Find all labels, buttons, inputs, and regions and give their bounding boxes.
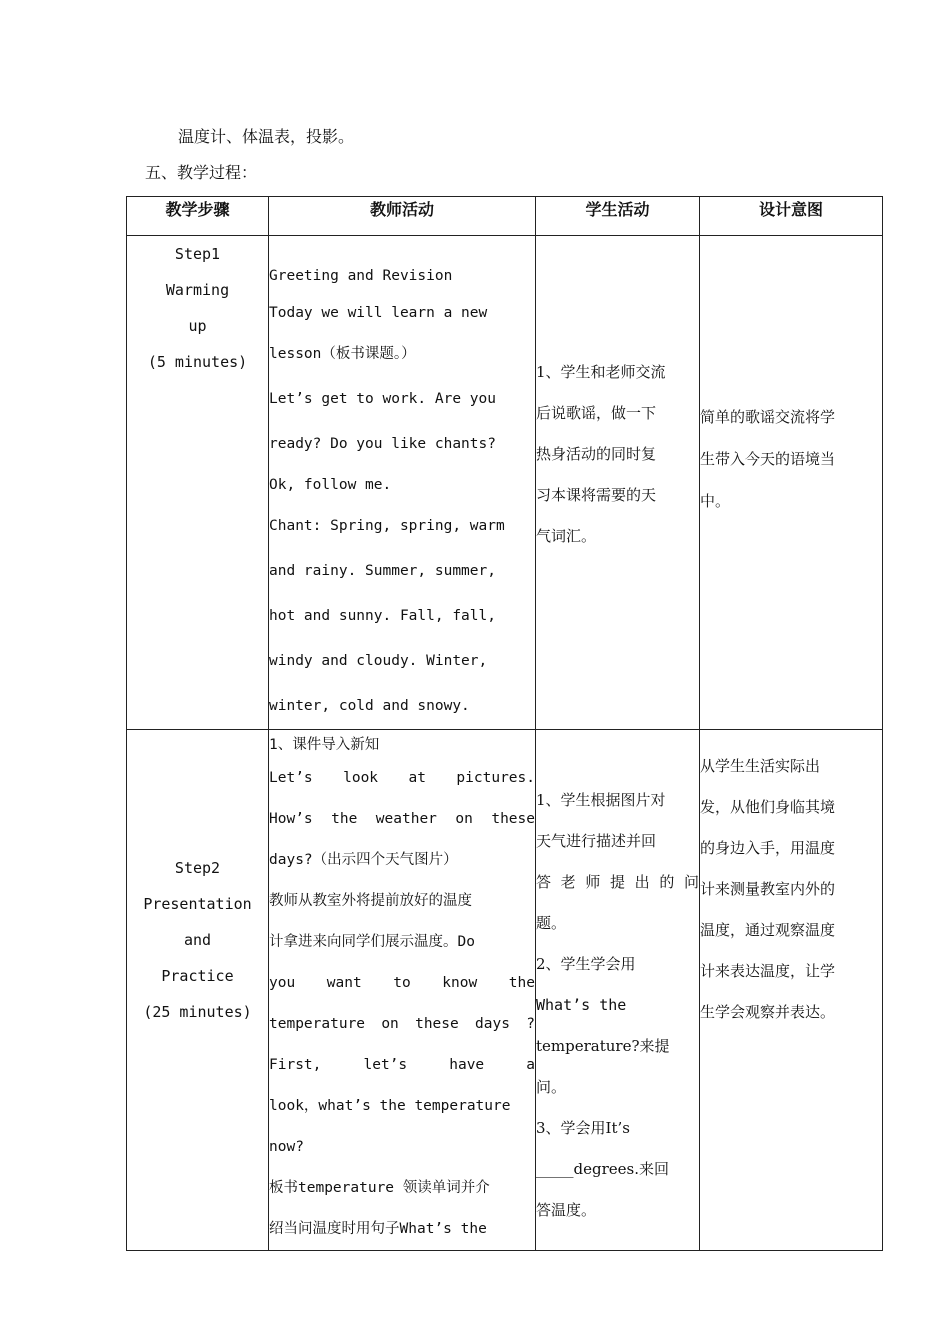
design-intent-cell <box>700 730 883 1251</box>
header-teacher: 教师活动 <box>269 197 536 236</box>
design-line: 计来表达温度，让学 <box>700 962 836 980</box>
teacher-line: Today we will learn a new <box>269 305 488 321</box>
teacher-line: temperature on these days ? <box>269 1016 535 1032</box>
student-line: 题。 <box>536 914 567 932</box>
teacher-activity-cell <box>269 236 536 730</box>
student-line: 答老师提出的问 <box>536 873 699 891</box>
student-line: 热身活动的同时复 <box>536 445 657 463</box>
student-line: 气词汇。 <box>536 527 597 545</box>
teacher-line: and rainy. Summer, summer, <box>269 563 496 579</box>
teacher-line: look，what’s the temperature <box>269 1098 511 1114</box>
student-activity-cell <box>536 236 700 730</box>
student-line: 习本课将需要的天 <box>536 486 657 504</box>
teacher-line: Let’s look at pictures. <box>269 770 535 786</box>
step-cell <box>127 236 269 730</box>
student-line: temperature?来提 <box>536 1037 670 1055</box>
student-line: 答温度。 <box>536 1201 597 1219</box>
step-line: Step2 <box>174 859 221 877</box>
design-line: 温度，通过观察温度 <box>700 921 836 939</box>
header-design: 设计意图 <box>700 197 883 236</box>
step-line: Presentation <box>143 895 252 913</box>
section-heading: 五、教学过程： <box>145 163 258 182</box>
teacher-activity-cell <box>269 730 536 1251</box>
teacher-line: now? <box>269 1139 304 1155</box>
teacher-line: Greeting and Revision <box>269 268 453 284</box>
step-line: Warming <box>165 281 230 299</box>
teacher-line: Ok, follow me. <box>269 477 392 493</box>
teacher-line: winter, cold and snowy. <box>269 698 470 714</box>
teacher-line: First, let’s have a <box>269 1057 535 1073</box>
step-line: up <box>188 317 207 335</box>
student-line: 问。 <box>536 1078 567 1096</box>
student-activity-cell <box>536 730 700 1251</box>
design-line: 生学会观察并表达。 <box>700 1003 836 1021</box>
header-step: 教学步骤 <box>127 197 269 236</box>
teacher-line: hot and sunny. Fall, fall, <box>269 608 496 624</box>
student-line: What’s the <box>536 996 627 1014</box>
teacher-line: ready? Do you like chants? <box>269 436 496 452</box>
design-line: 生带入今天的语境当 <box>700 450 836 468</box>
table-row <box>127 236 883 730</box>
lesson-plan-table <box>126 196 883 1251</box>
step-line: Practice <box>161 967 234 985</box>
teacher-line: lesson（板书课题。） <box>269 346 416 362</box>
step-line: and <box>183 931 212 949</box>
student-line: 后说歌谣，做一下 <box>536 404 657 422</box>
design-line: 的身边入手，用温度 <box>700 839 836 857</box>
student-line: 天气进行描述并回 <box>536 832 657 850</box>
teacher-line: 教师从教室外将提前放好的温度 <box>269 893 472 909</box>
teacher-line: 板书temperature 领读单词并介 <box>269 1180 490 1196</box>
materials-line: 温度计、体温表，投影。 <box>178 127 355 146</box>
teacher-line: 计拿进来向同学们展示温度。Do <box>269 934 475 950</box>
design-intent-cell <box>700 236 883 730</box>
step-line: Step1 <box>174 245 221 263</box>
teacher-line: Chant: Spring, spring, warm <box>269 518 505 534</box>
step-cell <box>127 730 269 1251</box>
design-line: 简单的歌谣交流将学 <box>700 408 836 426</box>
teacher-line: 绍当问温度时用句子What’s the <box>269 1221 487 1237</box>
teacher-line: How’s the weather on these <box>269 811 535 827</box>
header-student: 学生活动 <box>536 197 700 236</box>
design-line: 发，从他们身临其境 <box>700 798 836 816</box>
student-line: 3、学会用It’s <box>536 1119 630 1137</box>
design-line: 计来测量教室内外的 <box>700 880 836 898</box>
teacher-line: 1、课件导入新知 <box>269 737 380 753</box>
teacher-line: you want to know the <box>269 975 535 991</box>
teacher-line: days?（出示四个天气图片） <box>269 852 458 868</box>
student-line: 1、学生根据图片对 <box>536 791 666 809</box>
student-line: 1、学生和老师交流 <box>536 363 666 381</box>
teacher-line: windy and cloudy. Winter, <box>269 653 488 669</box>
step-line: (25 minutes) <box>143 1003 252 1021</box>
design-line: 从学生生活实际出 <box>700 757 821 775</box>
student-line: _____degrees.来回 <box>536 1160 669 1178</box>
design-line: 中。 <box>700 492 731 510</box>
step-line: (5 minutes) <box>147 353 248 371</box>
table-row <box>127 730 883 1251</box>
student-line: 2、学生学会用 <box>536 955 636 973</box>
table-header-row <box>127 197 883 236</box>
teacher-line: Let’s get to work. Are you <box>269 391 496 407</box>
